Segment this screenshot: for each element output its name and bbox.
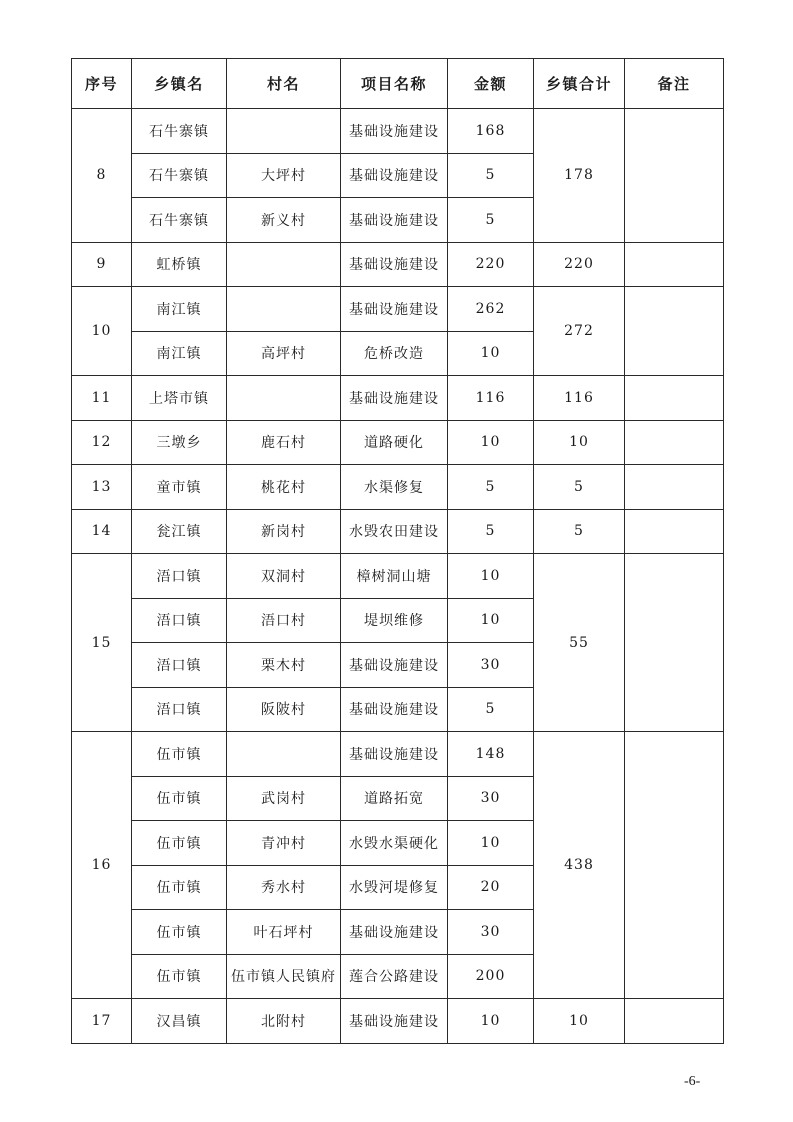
table-row <box>72 109 724 154</box>
cell-village <box>227 109 341 154</box>
cell-town: 浯口镇 <box>132 598 227 643</box>
funding-table <box>71 58 724 1044</box>
page-number: -6- <box>684 1074 701 1089</box>
cell-remarks <box>625 287 724 376</box>
cell-index: 15 <box>72 554 132 732</box>
cell-town: 三墩乡 <box>132 420 227 465</box>
cell-amount: 116 <box>448 376 534 421</box>
table-row <box>72 376 724 421</box>
cell-remarks <box>625 509 724 554</box>
header-village: 村名 <box>227 59 341 109</box>
cell-town-total: 5 <box>534 509 625 554</box>
cell-village <box>227 376 341 421</box>
cell-village: 北附村 <box>227 999 341 1044</box>
cell-village: 鹿石村 <box>227 420 341 465</box>
cell-town-total: 10 <box>534 999 625 1044</box>
cell-town-total: 55 <box>534 554 625 732</box>
cell-remarks <box>625 109 724 243</box>
cell-town: 南江镇 <box>132 287 227 332</box>
table-row <box>72 732 724 777</box>
cell-town: 石牛寨镇 <box>132 198 227 243</box>
cell-town: 童市镇 <box>132 465 227 510</box>
cell-town: 石牛寨镇 <box>132 153 227 198</box>
table-row <box>72 242 724 287</box>
cell-project: 基础设施建设 <box>341 687 448 732</box>
cell-town: 浯口镇 <box>132 687 227 732</box>
cell-project: 基础设施建设 <box>341 242 448 287</box>
cell-project: 水渠修复 <box>341 465 448 510</box>
cell-amount: 10 <box>448 999 534 1044</box>
header-remarks: 备注 <box>625 59 724 109</box>
cell-town: 瓮江镇 <box>132 509 227 554</box>
cell-amount: 5 <box>448 687 534 732</box>
cell-town: 伍市镇 <box>132 865 227 910</box>
cell-town: 伍市镇 <box>132 732 227 777</box>
cell-village: 秀水村 <box>227 865 341 910</box>
cell-amount: 200 <box>448 954 534 999</box>
header-index: 序号 <box>72 59 132 109</box>
cell-index: 16 <box>72 732 132 999</box>
cell-amount: 5 <box>448 465 534 510</box>
cell-project: 道路硬化 <box>341 420 448 465</box>
cell-index: 10 <box>72 287 132 376</box>
cell-village: 双洞村 <box>227 554 341 599</box>
table-body <box>72 109 724 1044</box>
cell-amount: 148 <box>448 732 534 777</box>
cell-amount: 10 <box>448 331 534 376</box>
cell-amount: 10 <box>448 554 534 599</box>
cell-remarks <box>625 465 724 510</box>
cell-village <box>227 287 341 332</box>
cell-index: 11 <box>72 376 132 421</box>
cell-village: 桃花村 <box>227 465 341 510</box>
cell-town: 伍市镇 <box>132 821 227 866</box>
cell-town-total: 116 <box>534 376 625 421</box>
cell-amount: 5 <box>448 509 534 554</box>
header-row <box>72 59 724 109</box>
cell-remarks <box>625 242 724 287</box>
table-row <box>72 999 724 1044</box>
cell-project: 基础设施建设 <box>341 910 448 955</box>
cell-village: 新岗村 <box>227 509 341 554</box>
cell-index: 9 <box>72 242 132 287</box>
cell-project: 堤坝维修 <box>341 598 448 643</box>
cell-village <box>227 732 341 777</box>
cell-project: 基础设施建设 <box>341 643 448 688</box>
cell-project: 水毁农田建设 <box>341 509 448 554</box>
cell-village: 浯口村 <box>227 598 341 643</box>
cell-project: 水毁水渠硬化 <box>341 821 448 866</box>
cell-amount: 5 <box>448 198 534 243</box>
cell-project: 基础设施建设 <box>341 109 448 154</box>
cell-town-total: 10 <box>534 420 625 465</box>
cell-index: 17 <box>72 999 132 1044</box>
cell-amount: 30 <box>448 910 534 955</box>
cell-project: 基础设施建设 <box>341 732 448 777</box>
cell-town: 伍市镇 <box>132 776 227 821</box>
cell-amount: 220 <box>448 242 534 287</box>
cell-amount: 10 <box>448 821 534 866</box>
cell-town: 伍市镇 <box>132 954 227 999</box>
cell-remarks <box>625 554 724 732</box>
cell-town-total: 272 <box>534 287 625 376</box>
header-town-total: 乡镇合计 <box>534 59 625 109</box>
header-amount: 金额 <box>448 59 534 109</box>
cell-town: 上塔市镇 <box>132 376 227 421</box>
cell-project: 基础设施建设 <box>341 376 448 421</box>
cell-index: 13 <box>72 465 132 510</box>
header-town: 乡镇名 <box>132 59 227 109</box>
cell-project: 危桥改造 <box>341 331 448 376</box>
cell-project: 水毁河堤修复 <box>341 865 448 910</box>
cell-project: 基础设施建设 <box>341 198 448 243</box>
cell-amount: 20 <box>448 865 534 910</box>
cell-town: 南江镇 <box>132 331 227 376</box>
cell-project: 道路拓宽 <box>341 776 448 821</box>
cell-project: 基础设施建设 <box>341 153 448 198</box>
cell-project: 基础设施建设 <box>341 999 448 1044</box>
cell-village: 栗木村 <box>227 643 341 688</box>
cell-town-total: 5 <box>534 465 625 510</box>
table-row <box>72 554 724 599</box>
cell-village: 大坪村 <box>227 153 341 198</box>
cell-amount: 30 <box>448 643 534 688</box>
cell-village: 青冲村 <box>227 821 341 866</box>
table-row <box>72 420 724 465</box>
cell-project: 樟树洞山塘 <box>341 554 448 599</box>
cell-village: 阪陂村 <box>227 687 341 732</box>
cell-town: 浯口镇 <box>132 554 227 599</box>
cell-village: 叶石坪村 <box>227 910 341 955</box>
cell-town-total: 178 <box>534 109 625 243</box>
cell-town: 浯口镇 <box>132 643 227 688</box>
cell-amount: 30 <box>448 776 534 821</box>
table-row <box>72 287 724 332</box>
cell-town-total: 438 <box>534 732 625 999</box>
cell-town: 伍市镇 <box>132 910 227 955</box>
cell-amount: 168 <box>448 109 534 154</box>
cell-index: 8 <box>72 109 132 243</box>
cell-index: 14 <box>72 509 132 554</box>
cell-remarks <box>625 376 724 421</box>
header-project: 项目名称 <box>341 59 448 109</box>
table-row <box>72 509 724 554</box>
cell-town: 虹桥镇 <box>132 242 227 287</box>
cell-town-total: 220 <box>534 242 625 287</box>
cell-village: 新义村 <box>227 198 341 243</box>
cell-index: 12 <box>72 420 132 465</box>
cell-town: 汉昌镇 <box>132 999 227 1044</box>
cell-village <box>227 242 341 287</box>
cell-village: 高坪村 <box>227 331 341 376</box>
cell-project: 基础设施建设 <box>341 287 448 332</box>
cell-amount: 5 <box>448 153 534 198</box>
cell-remarks <box>625 420 724 465</box>
cell-amount: 10 <box>448 420 534 465</box>
cell-project: 莲合公路建设 <box>341 954 448 999</box>
cell-village: 伍市镇人民镇府 <box>227 954 341 999</box>
cell-amount: 262 <box>448 287 534 332</box>
table-row <box>72 465 724 510</box>
cell-amount: 10 <box>448 598 534 643</box>
cell-remarks <box>625 999 724 1044</box>
cell-remarks <box>625 732 724 999</box>
cell-town: 石牛寨镇 <box>132 109 227 154</box>
cell-village: 武岗村 <box>227 776 341 821</box>
